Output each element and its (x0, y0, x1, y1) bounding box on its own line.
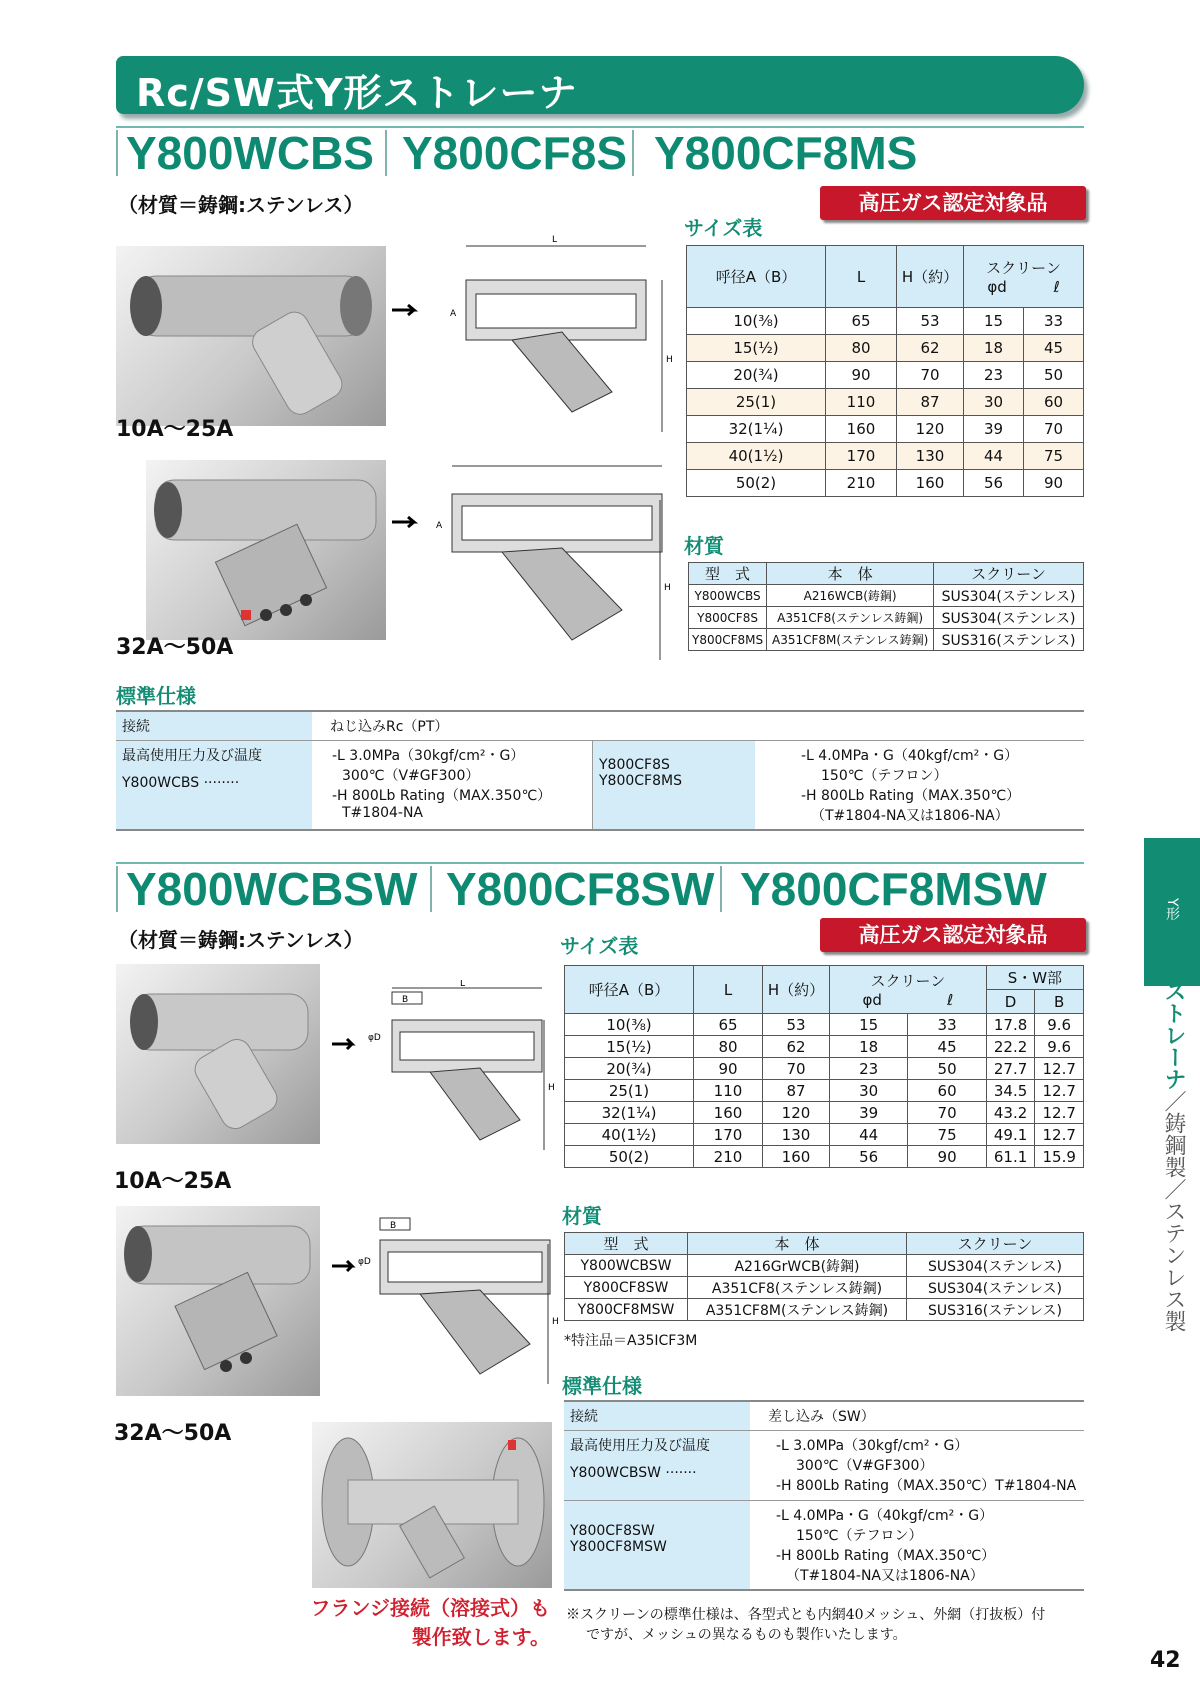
table-row (687, 389, 1084, 416)
col-header: B (1035, 990, 1084, 1014)
table-cell: 90 (1023, 470, 1083, 497)
divider (632, 130, 634, 176)
phi-d-header: φd (862, 991, 882, 1009)
table-row (687, 308, 1084, 335)
flange-note-line: フランジ接続（溶接式）も (310, 1596, 550, 1620)
material-table-body (565, 1255, 1084, 1321)
page-number: 42 (1150, 1648, 1181, 1673)
table-cell: 45 (908, 1036, 986, 1058)
table-cell: 61.1 (986, 1146, 1035, 1168)
table-cell: 25(1) (565, 1080, 694, 1102)
table-cell: 10(⅜) (565, 1014, 694, 1036)
spec-conn-label: 接続 (116, 711, 312, 741)
table-cell: 90 (826, 362, 897, 389)
flange-photo (312, 1422, 552, 1588)
table-row (689, 629, 1084, 651)
spec-values (755, 741, 1084, 831)
table-cell: Y800CF8MS (689, 629, 767, 651)
spec-pressure-label: 最高使用圧力及び温度 (122, 748, 262, 764)
table-cell: 39 (964, 416, 1024, 443)
table-row (687, 470, 1084, 497)
ell-header: ℓ (947, 991, 954, 1009)
col-header: スクリーン (907, 1233, 1084, 1255)
special-order-note: *特注品＝A35ICF3M (564, 1333, 698, 1349)
table-row (565, 1080, 1084, 1102)
table-cell: 12.7 (1035, 1124, 1084, 1146)
cross-section-diagram (330, 980, 560, 1160)
table-row (687, 335, 1084, 362)
table-cell: 50(2) (687, 470, 826, 497)
side-category (1156, 980, 1186, 1332)
material-label: 材質 (562, 1204, 602, 1228)
spec-line: 150℃（テフロン） (796, 1528, 923, 1544)
table-cell: A216WCB(鋳鋼) (767, 585, 934, 607)
table-cell: 22.2 (986, 1036, 1035, 1058)
col-header (964, 246, 1084, 308)
table-cell: A216GrWCB(鋳鋼) (688, 1255, 907, 1277)
spec-line: -L 4.0MPa・G（40kgf/cm²・G） (801, 748, 1019, 764)
spec-values (750, 1501, 1084, 1591)
table-cell: 30 (964, 389, 1024, 416)
col-header: 本 体 (767, 563, 934, 585)
spec-model-name: Y800CF8MS (599, 773, 682, 789)
certification-badge: 高圧ガス認定対象品 (820, 186, 1086, 220)
spec-line: -L 3.0MPa（30kgf/cm²・G） (776, 1438, 969, 1454)
table-cell: 62 (763, 1036, 830, 1058)
table-cell: 65 (694, 1014, 763, 1036)
col-header: 型 式 (689, 563, 767, 585)
table-cell: A351CF8M(ステンレス鋳鋼) (767, 629, 934, 651)
table-cell: A351CF8(ステンレス鋳鋼) (767, 607, 934, 629)
table-cell: SUS304(ステンレス) (934, 607, 1084, 629)
spec-model: Y800WCBSW ······· (570, 1465, 697, 1481)
flange-note (298, 1592, 550, 1650)
table-row (689, 607, 1084, 629)
certification-badge: 高圧ガス認定対象品 (820, 918, 1086, 952)
table-cell: SUS304(ステンレス) (907, 1255, 1084, 1277)
svg-text:φD: φD (358, 1257, 371, 1267)
table-cell: SUS304(ステンレス) (907, 1277, 1084, 1299)
strainer-photo-icon (146, 460, 386, 640)
spec-line: （T#1804-NA又は1806-NA） (811, 808, 1009, 824)
table-cell: 170 (694, 1124, 763, 1146)
table-cell: 110 (826, 389, 897, 416)
side-tab-label: Y形 (1164, 898, 1180, 921)
table-cell: 40(1½) (687, 443, 826, 470)
table-cell: 160 (694, 1102, 763, 1124)
screen-header: スクリーン (870, 972, 946, 990)
table-cell: 130 (897, 443, 964, 470)
model-title: Y800CF8S (402, 127, 628, 179)
table-row (565, 1124, 1084, 1146)
divider (385, 130, 387, 176)
spec-line: T#1804-NA (342, 805, 424, 821)
table-cell: 44 (964, 443, 1024, 470)
strainer-photo-icon (116, 246, 386, 426)
svg-text:A: A (436, 521, 443, 531)
col-header: L (826, 246, 897, 308)
divider (430, 866, 432, 912)
table-cell: 12.7 (1035, 1080, 1084, 1102)
spec-pressure-label: 最高使用圧力及び温度 (570, 1438, 710, 1454)
table-cell: 30 (830, 1080, 908, 1102)
table-cell: 33 (1023, 308, 1083, 335)
spec-conn-value: 差し込み（SW） (750, 1401, 1084, 1431)
col-header: スクリーン (934, 563, 1084, 585)
table-cell: 50(2) (565, 1146, 694, 1168)
table-cell: 43.2 (986, 1102, 1035, 1124)
table-row (565, 1036, 1084, 1058)
table-cell: Y800CF8MSW (565, 1299, 688, 1321)
svg-text:H: H (548, 1083, 555, 1093)
table-cell: Y800CF8SW (565, 1277, 688, 1299)
table-cell: 15.9 (1035, 1146, 1084, 1168)
table-row (565, 1058, 1084, 1080)
table-cell: 53 (763, 1014, 830, 1036)
table-cell: Y800CF8S (689, 607, 767, 629)
table-row (565, 1146, 1084, 1168)
size-table-body (565, 1014, 1084, 1168)
table-cell: 160 (763, 1146, 830, 1168)
model-title: Y800WCBSW (126, 863, 418, 915)
table-row (565, 1299, 1084, 1321)
spec-conn-label: 接続 (564, 1401, 750, 1431)
table-cell: 62 (897, 335, 964, 362)
table-cell: 15(½) (565, 1036, 694, 1058)
spec-model-cell (564, 1501, 750, 1591)
spec-line: -H 800Lb Rating（MAX.350℃） (776, 1548, 996, 1564)
table-cell: SUS316(ステンレス) (934, 629, 1084, 651)
size-table (686, 245, 1084, 497)
size-range-label: 10A～25A (114, 1169, 232, 1194)
flange-note-line: 製作致します。 (411, 1625, 550, 1649)
table-cell: 60 (908, 1080, 986, 1102)
table-row (565, 1014, 1084, 1036)
table-cell: 9.6 (1035, 1014, 1084, 1036)
table-cell: 70 (908, 1102, 986, 1124)
spec-values (312, 741, 593, 831)
table-cell: 210 (826, 470, 897, 497)
product-photo (116, 1206, 320, 1396)
model-title: Y800CF8SW (446, 863, 715, 915)
spec-pressure-cell (564, 1431, 750, 1501)
svg-text:H: H (552, 1317, 559, 1327)
table-cell: 23 (964, 362, 1024, 389)
side-category-main: ストレーナ (1161, 980, 1186, 1090)
table-cell: 18 (830, 1036, 908, 1058)
table-cell: 80 (694, 1036, 763, 1058)
table-cell: 120 (897, 416, 964, 443)
table-cell: 20(¾) (565, 1058, 694, 1080)
table-cell: 90 (694, 1058, 763, 1080)
footnote (566, 1604, 1096, 1644)
table-cell: 44 (830, 1124, 908, 1146)
table-cell: 12.7 (1035, 1102, 1084, 1124)
model-title: Y800WCBS (126, 127, 374, 179)
table-cell: 56 (964, 470, 1024, 497)
material-label: 材質 (684, 534, 724, 558)
table-cell: 15 (964, 308, 1024, 335)
screen-header: スクリーン (986, 259, 1061, 277)
col-header: L (694, 966, 763, 1014)
table-cell: 34.5 (986, 1080, 1035, 1102)
size-range-label: 32A～50A (114, 1421, 232, 1446)
svg-text:L: L (552, 235, 558, 245)
col-header: D (986, 990, 1035, 1014)
table-cell: 87 (763, 1080, 830, 1102)
table-row (565, 1277, 1084, 1299)
table-cell: A351CF8(ステンレス鋳鋼) (688, 1277, 907, 1299)
table-cell: 210 (694, 1146, 763, 1168)
table-cell: 32(1¼) (687, 416, 826, 443)
model-title: Y800CF8MSW (740, 863, 1047, 915)
col-header: 呼径A（B） (687, 246, 826, 308)
spec-line: -L 3.0MPa（30kgf/cm²・G） (332, 748, 525, 764)
product-photo (116, 246, 386, 426)
product-photo (116, 964, 320, 1144)
spec-table (116, 710, 1084, 831)
table-cell: 23 (830, 1058, 908, 1080)
table-cell: 39 (830, 1102, 908, 1124)
table-cell: 18 (964, 335, 1024, 362)
spec-model-name: Y800CF8MSW (570, 1539, 667, 1555)
svg-text:H: H (664, 583, 671, 593)
table-cell: A351CF8M(ステンレス鋳鋼) (688, 1299, 907, 1321)
spec-pressure-cell (116, 741, 312, 831)
table-cell: 32(1¼) (565, 1102, 694, 1124)
svg-text:B: B (390, 1221, 397, 1231)
table-cell: SUS316(ステンレス) (907, 1299, 1084, 1321)
material-note: （材質＝鋳鋼:ステンレス） (118, 928, 364, 952)
page-title: Rc/SW式Y形ストレーナ (136, 71, 578, 115)
table-cell: Y800WCBS (689, 585, 767, 607)
spec-line: -H 800Lb Rating（MAX.350℃） (332, 788, 552, 804)
table-cell: 120 (763, 1102, 830, 1124)
table-row (689, 585, 1084, 607)
spec-line: 300℃（V#GF300） (342, 768, 480, 784)
cross-section-diagram (392, 460, 682, 670)
svg-text:H: H (666, 355, 673, 365)
material-table (564, 1232, 1084, 1321)
table-row (687, 362, 1084, 389)
product-photo (146, 460, 386, 640)
table-cell: 17.8 (986, 1014, 1035, 1036)
table-cell: 90 (908, 1146, 986, 1168)
spec-line: 150℃（テフロン） (821, 768, 948, 784)
spec-model-name: Y800CF8SW (570, 1523, 655, 1539)
table-cell: 53 (897, 308, 964, 335)
table-cell: 27.7 (986, 1058, 1035, 1080)
divider (116, 130, 118, 176)
col-header: 呼径A（B） (565, 966, 694, 1014)
table-cell: 70 (897, 362, 964, 389)
col-header: S・W部 (986, 966, 1083, 990)
size-table-label: サイズ表 (684, 216, 763, 240)
size-table (564, 965, 1084, 1168)
col-header: H（約） (763, 966, 830, 1014)
size-table-body (687, 308, 1084, 497)
table-cell: 65 (826, 308, 897, 335)
table-cell: 170 (826, 443, 897, 470)
table-cell: 25(1) (687, 389, 826, 416)
spec-line: -H 800Lb Rating（MAX.350℃）T#1804-NA (776, 1478, 1077, 1494)
col-header: 型 式 (565, 1233, 688, 1255)
strainer-photo-icon (116, 964, 320, 1144)
table-cell: 15(½) (687, 335, 826, 362)
table-cell: 75 (1023, 443, 1083, 470)
table-cell: 50 (908, 1058, 986, 1080)
spec-table (564, 1400, 1084, 1591)
table-cell: 20(¾) (687, 362, 826, 389)
table-cell: 160 (897, 470, 964, 497)
material-table-body (689, 585, 1084, 651)
table-cell: 33 (908, 1014, 986, 1036)
divider (720, 866, 722, 912)
table-cell: 40(1½) (565, 1124, 694, 1146)
spec-model-name: Y800WCBSW (570, 1465, 661, 1481)
table-cell: SUS304(ステンレス) (934, 585, 1084, 607)
spec-model-name: Y800WCBS (122, 775, 200, 791)
col-header: 本 体 (688, 1233, 907, 1255)
svg-text:B: B (402, 995, 409, 1005)
spec-label: 標準仕様 (116, 684, 196, 708)
ell-header: ℓ (1053, 278, 1060, 296)
footnote-line: ※スクリーンの標準仕様は、各型式とも内網40メッシュ、外網（打抜板）付 (566, 1607, 1046, 1623)
size-range-label: 10A～25A (116, 417, 234, 442)
model-title: Y800CF8MS (654, 127, 918, 179)
material-table (688, 562, 1084, 651)
flange-strainer-icon (312, 1422, 552, 1588)
table-cell: 12.7 (1035, 1058, 1084, 1080)
spec-conn-value: ねじ込みRc（PT） (312, 711, 1084, 741)
table-cell: 56 (830, 1146, 908, 1168)
side-tab[interactable] (1144, 838, 1200, 968)
table-cell: 130 (763, 1124, 830, 1146)
table-cell: 87 (897, 389, 964, 416)
footnote-line: ですが、メッシュの異なるものも製作いたします。 (586, 1627, 907, 1643)
phi-d-header: φd (987, 278, 1007, 296)
table-row (687, 443, 1084, 470)
table-cell: 10(⅜) (687, 308, 826, 335)
col-header (830, 966, 987, 1014)
material-note: （材質＝鋳鋼:ステンレス） (118, 193, 364, 217)
strainer-photo-icon (116, 1206, 320, 1396)
size-range-label: 32A～50A (116, 635, 234, 660)
svg-text:A: A (450, 309, 457, 319)
cross-section-diagram (330, 1214, 560, 1390)
table-cell: 160 (826, 416, 897, 443)
cross-section-diagram (392, 232, 682, 442)
size-table-label: サイズ表 (560, 934, 639, 958)
table-row (565, 1255, 1084, 1277)
table-cell: 9.6 (1035, 1036, 1084, 1058)
table-row (687, 416, 1084, 443)
table-cell: 80 (826, 335, 897, 362)
table-cell: 45 (1023, 335, 1083, 362)
spec-label: 標準仕様 (562, 1374, 642, 1398)
spec-model-name: Y800CF8S (599, 757, 670, 773)
spec-line: （T#1804-NA又は1806-NA） (786, 1568, 984, 1584)
table-cell: Y800WCBSW (565, 1255, 688, 1277)
spec-model-cell (593, 741, 756, 831)
spec-model: Y800WCBS ········ (122, 775, 240, 791)
spec-line: -L 4.0MPa・G（40kgf/cm²・G） (776, 1508, 994, 1524)
spec-line: 300℃（V#GF300） (796, 1458, 934, 1474)
table-cell: 50 (1023, 362, 1083, 389)
table-cell: 70 (1023, 416, 1083, 443)
svg-text:L: L (460, 980, 466, 989)
table-cell: 110 (694, 1080, 763, 1102)
svg-text:φD: φD (368, 1033, 381, 1043)
table-cell: 15 (830, 1014, 908, 1036)
table-cell: 49.1 (986, 1124, 1035, 1146)
table-cell: 70 (763, 1058, 830, 1080)
table-cell: 75 (908, 1124, 986, 1146)
table-row (565, 1102, 1084, 1124)
spec-line: -H 800Lb Rating（MAX.350℃） (801, 788, 1021, 804)
col-header: H（約） (897, 246, 964, 308)
table-cell: 60 (1023, 389, 1083, 416)
spec-values (750, 1431, 1084, 1501)
side-category-rest: ／鋳鋼製／ステンレス製 (1161, 1090, 1186, 1332)
divider (116, 866, 118, 912)
